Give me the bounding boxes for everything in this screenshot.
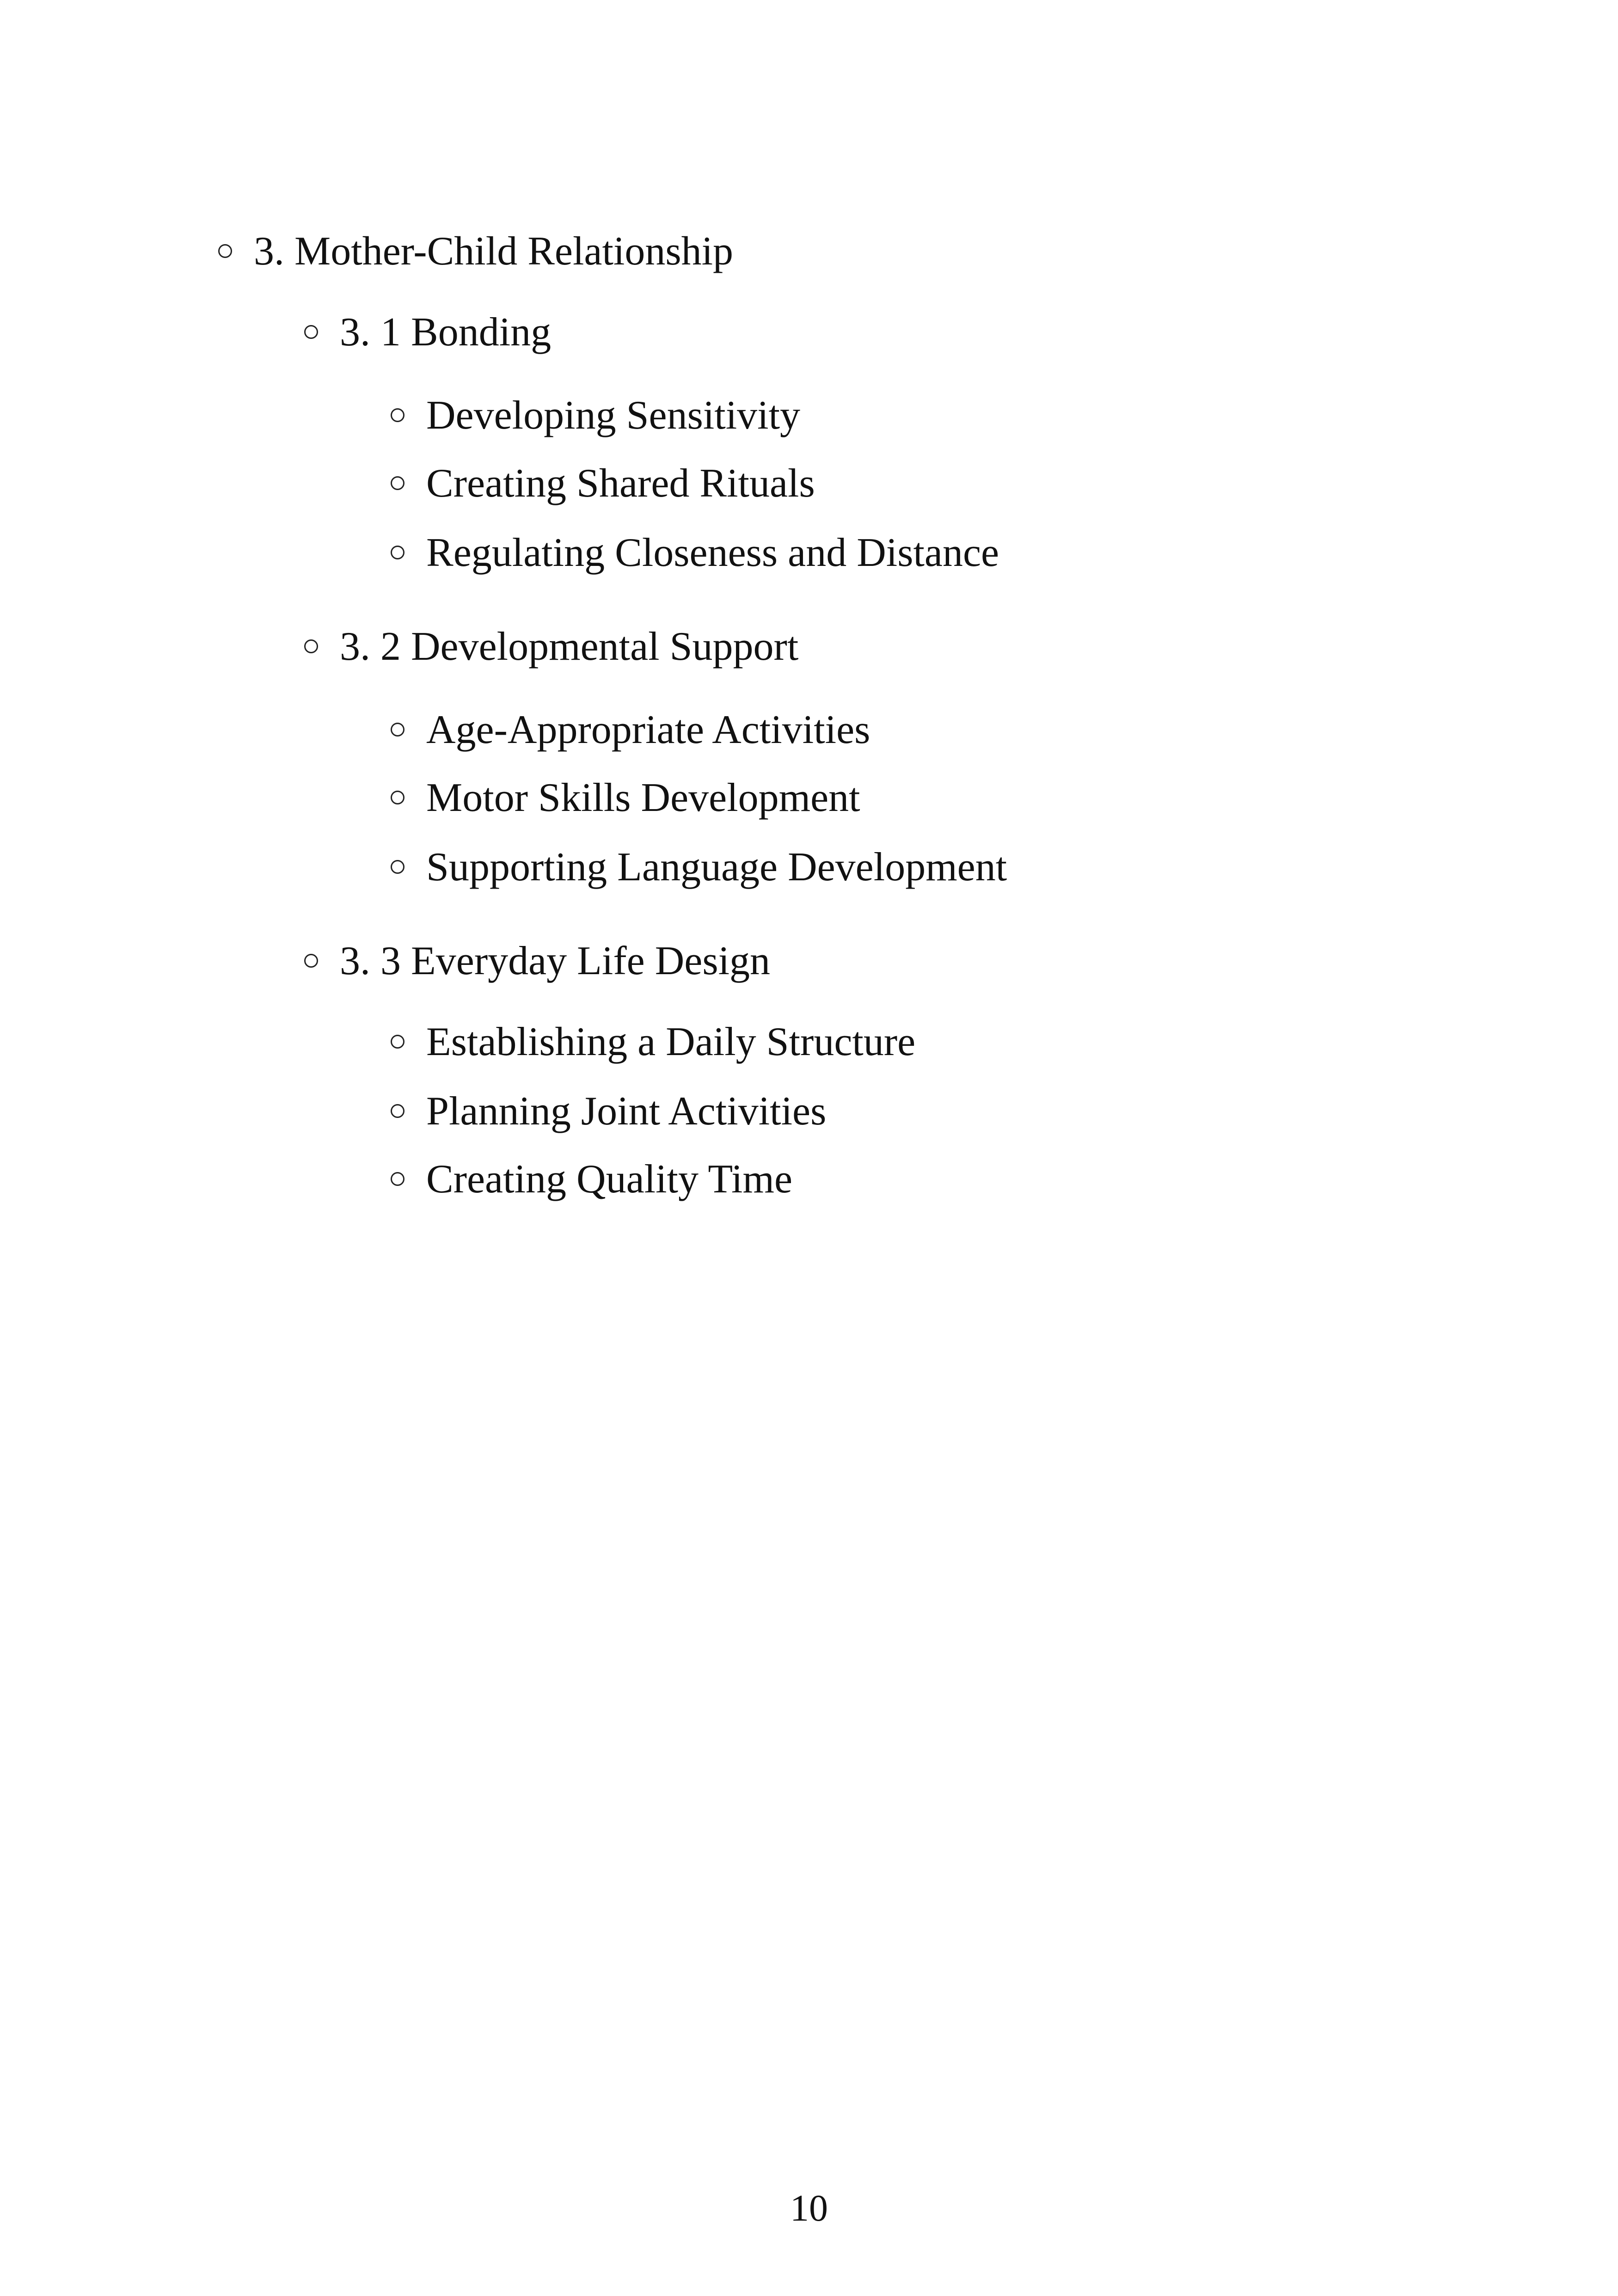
circle-bullet-icon: [304, 954, 318, 968]
outline-item-subsection: [304, 941, 770, 982]
outline-item: [391, 1019, 916, 1064]
circle-bullet-icon: [218, 244, 232, 258]
outline-item-text: Regulating Closeness and Distance: [426, 530, 999, 575]
circle-bullet-icon: [391, 1035, 404, 1049]
circle-bullet-icon: [391, 546, 404, 559]
outline-item-text: Motor Skills Development: [426, 775, 860, 820]
outline-item: [391, 395, 800, 436]
circle-bullet-icon: [391, 791, 404, 804]
outline-item: [391, 530, 999, 575]
outline-item: [391, 1091, 826, 1132]
circle-bullet-icon: [391, 1172, 404, 1186]
outline-item: [391, 707, 870, 752]
subsection-title: 3. 3 Everyday Life Design: [340, 939, 771, 983]
circle-bullet-icon: [391, 723, 404, 737]
outline-item-text: Age-Appropriate Activities: [426, 707, 870, 752]
subsection-title: 3. 2 Developmental Support: [340, 624, 799, 669]
outline-item-text: Developing Sensitivity: [426, 393, 801, 438]
subsection-title: 3. 1 Bonding: [340, 310, 552, 355]
page-number: 10: [790, 2187, 828, 2229]
outline-item-text: Creating Shared Rituals: [426, 461, 815, 506]
section-title: 3. Mother-Child Relationship: [254, 229, 734, 274]
outline-item: [391, 775, 860, 820]
outline-item-text: Planning Joint Activities: [426, 1089, 827, 1134]
outline-item: [391, 1159, 792, 1200]
circle-bullet-icon: [391, 408, 404, 422]
circle-bullet-icon: [391, 860, 404, 874]
outline-item-subsection: [304, 312, 551, 353]
circle-bullet-icon: [391, 1104, 404, 1118]
circle-bullet-icon: [304, 639, 318, 653]
outline-item: [391, 847, 1007, 888]
outline-item-section: [218, 231, 733, 272]
outline-item-text: Creating Quality Time: [426, 1157, 792, 1202]
outline-item-text: Supporting Language Development: [426, 845, 1007, 890]
circle-bullet-icon: [391, 476, 404, 490]
circle-bullet-icon: [304, 325, 318, 339]
outline-item-subsection: [304, 626, 798, 667]
outline-item-text: Establishing a Daily Structure: [426, 1019, 916, 1064]
outline-item: [391, 463, 815, 504]
